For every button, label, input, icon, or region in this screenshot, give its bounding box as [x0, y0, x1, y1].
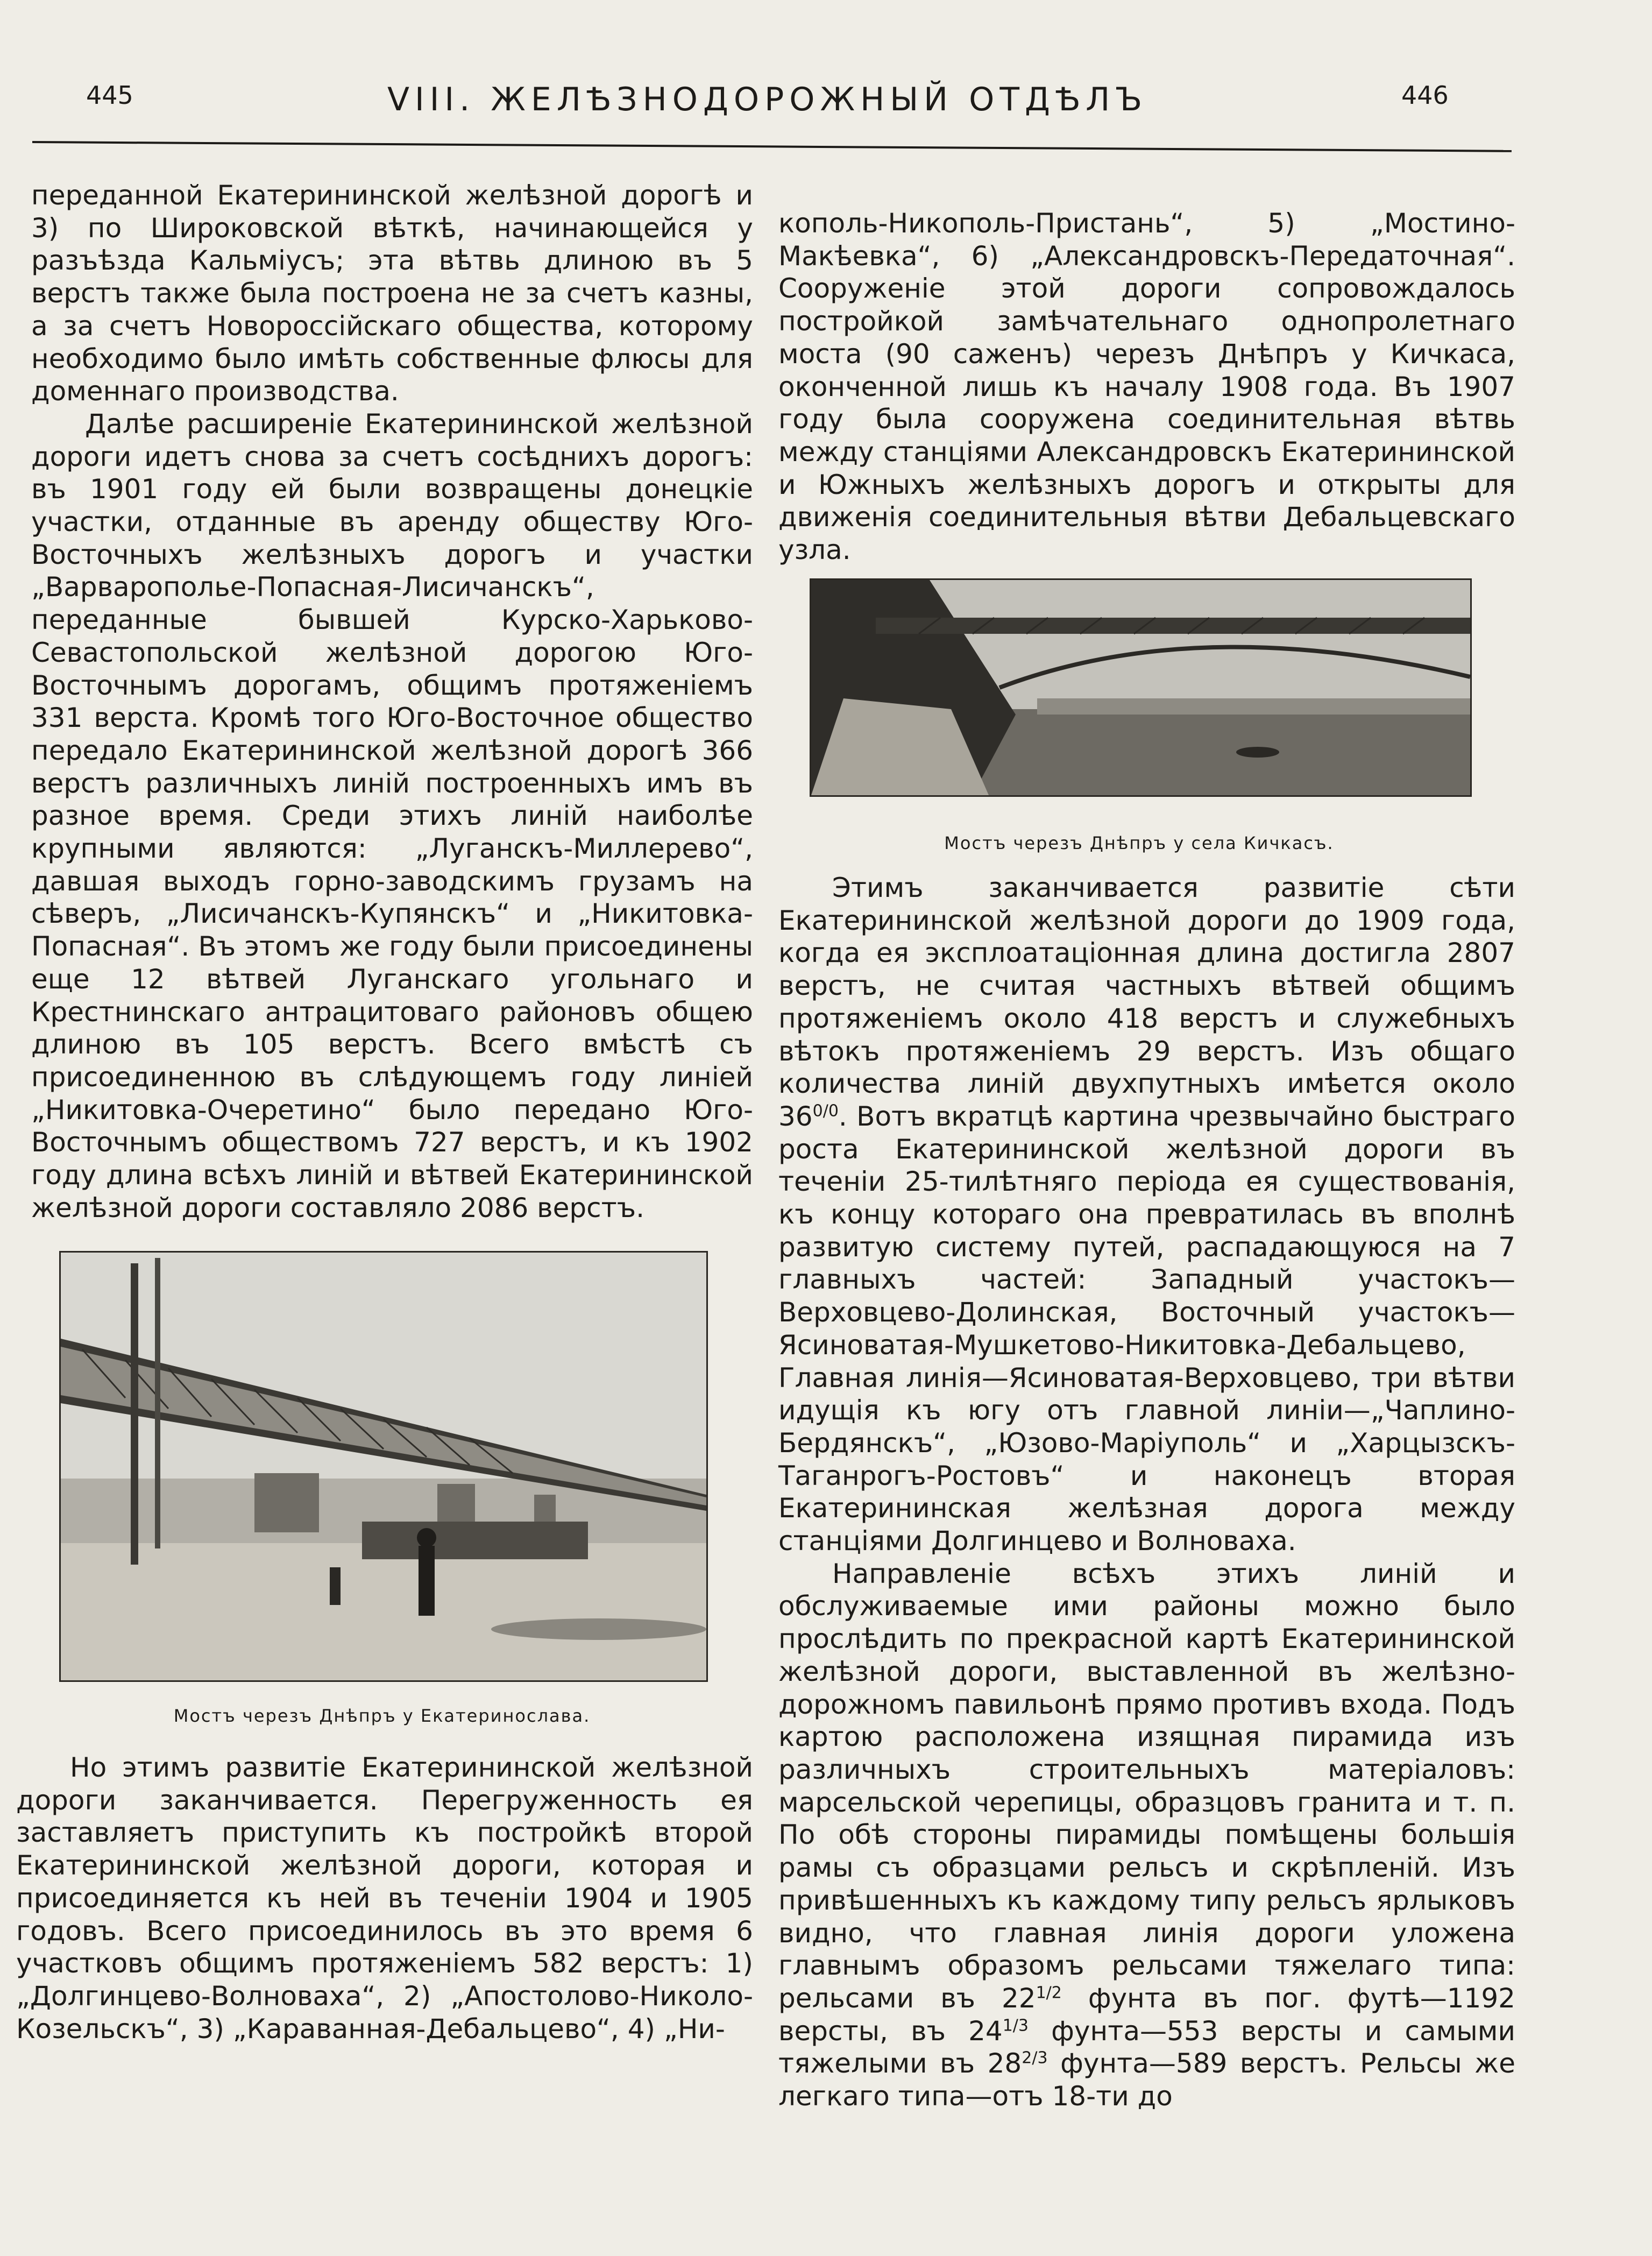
- paragraph: Но этимъ развитіе Екатерининской желѣзной дороги заканчивается. Перегруженность ея заставляетъ приступить къ постройкѣ второй Екатерининской желѣзной дороги, которая и присоединяется къ ней въ теченіи 1904 и 1905 годовъ. Всего присоединилось въ это время 6 участковъ общимъ протяженіемъ 582 верстъ: 1) „Долгинцево-Волноваха“, 2) „Апостолово-Николо-Козельскъ“, 3) „Караванная-Дебальцево“, 4) „Ни-: [16, 1752, 753, 2045]
- text-run: Этимъ заканчивается развитіе сѣти Екатерининской желѣзной дороги до 1909 года, когда ея эксплоатаціонная длина достигла 2807 верстъ, не считая частныхъ вѣтвей общимъ протяженіемъ около 418 верстъ и служебныхъ вѣтокъ протяженіемъ 29 верстъ. Изъ общаго количества линій двухпутныхъ имѣется около 36: [778, 872, 1515, 1132]
- fraction: 2/3: [1022, 2048, 1048, 2068]
- right-column-top: [778, 207, 1515, 567]
- paragraph: [778, 1558, 1515, 2113]
- text-run: фунта—553 версты и самыми тяжелыми въ 28: [778, 2015, 1515, 2080]
- paragraph: [778, 872, 1515, 1558]
- text-run: . Вотъ вкратцѣ картина чрезвычайно быстраго роста Екатерининской желѣзной дороги въ теченіи 25-тилѣтняго періода ея существованія, къ концу котораго она превратилась въ вполнѣ развитую систему путей, распадающуюся на 7 главныхъ частей: Западный участокъ—Верховцево-Долинская, Восточный участокъ—Ясиноватая-Мушкетово-Никитовка-Дебальцево, Главная линія—Ясиноватая-Верховцево, три вѣтви идущія къ югу отъ главной линіи—„Чаплино-Бердянскъ“, „Юзово-Маріуполь“ и „Харцызскъ-Таганрогъ-Ростовъ“ и наконецъ вторая Екатерининская желѣзная дорога между станціями Долгинцево и Волноваха.: [778, 1100, 1515, 1557]
- paragraph: Далѣе расширеніе Екатерининской желѣзной дороги идетъ снова за счетъ сосѣднихъ дорогъ: въ 1901 году ей были возвращены донецкіе участки, отданные въ аренду обществу Юго-Восточныхъ желѣзныхъ дорогъ и участки „Варварополье-Попасная-Лисичанскъ“, переданные бывшей Курско-Харьково-Севастопольской желѣзной дорогою Юго-Восточнымъ дорогамъ, общимъ протяженіемъ 331 верста. Кромѣ того Юго-Восточное общество передало Екатерининской желѣзной дорогѣ 366 верстъ различныхъ линій построенныхъ имъ въ разное время. Среди этихъ линій наиболѣе крупными являются: „Луганскъ-Миллерево“, давшая выходъ горно-заводскимъ грузамъ на сѣверъ, „Лисичанскъ-Купянскъ“ и „Никитовка-Попасная“. Въ этомъ же году были присоединены еще 12 вѣтвей Луганскаго угольнаго и Крестнинскаго антрацитоваго районовъ общею длиною въ 105 верстъ. Всего вмѣстѣ съ присоединенною въ слѣдующемъ году линіей „Никитовка-Очеретино“ было передано Юго-Восточнымъ обществомъ 727 верстъ, и къ 1902 году длина всѣхъ линій и вѣтвей Екатерининской желѣзной дороги составляло 2086 верстъ.: [31, 408, 753, 1224]
- fraction: 1/2: [1036, 1983, 1062, 2003]
- page-number-left: 445: [86, 81, 133, 110]
- right-column-bottom: [778, 872, 1515, 2113]
- header-rule: [32, 141, 1512, 152]
- text-run: фунта—589 верстъ. Рельсы же легкаго типа—отъ 18-ти до: [778, 2048, 1515, 2112]
- photo-bridge-ekaterinoslav: [59, 1251, 708, 1682]
- running-header: VIII. ЖЕЛѢЗНОДОРОЖНЫЙ ОТДѢЛЪ: [387, 81, 1148, 118]
- photo-bridge-kichkas: [810, 578, 1472, 797]
- paragraph: кополь-Никополь-Пристань“, 5) „Мостино-Макѣевка“, 6) „Александровскъ-Передаточная“. Сооруженіе этой дороги сопровождалось постройкой замѣчательнаго однопролетнаго моста (90 саженъ) черезъ Днѣпръ у Кичкаса, оконченной лишь къ началу 1908 года. Въ 1907 году была сооружена соединительная вѣтвь между станціями Александровскъ Екатерининской и Южныхъ желѣзныхъ дорогъ и открыты для движенія соединительныя вѣтви Дебальцевскаго узла.: [778, 208, 1515, 566]
- text-run: фунта въ пог. футѣ—1192 версты, въ 24: [778, 1982, 1515, 2047]
- left-column-top: [31, 179, 753, 1225]
- percent-sign: 0/0: [812, 1101, 839, 1121]
- fraction: 1/3: [1002, 2015, 1029, 2035]
- left-column-bottom: [16, 1751, 753, 2045]
- paragraph: переданной Екатерининской желѣзной дорогѣ и 3) по Широковской вѣткѣ, начинающейся у разъѣзда Кальміусъ; эта вѣтвь длиною въ 5 верстъ также была построена не за счетъ казны, а за счетъ Новороссійскаго общества, которому необходимо было имѣть собственные флюсы для доменнаго производства.: [31, 180, 753, 407]
- page-number-right: 446: [1401, 81, 1449, 110]
- text-run: Направленіе всѣхъ этихъ линій и обслуживаемые ими районы можно было прослѣдить по прекрасной картѣ Екатерининской желѣзной дороги, выставленной въ желѣзно-дорожномъ павильонѣ прямо противъ входа. Подъ картою расположена изящная пирамида изъ различныхъ строительныхъ матеріаловъ: марсельской черепицы, образцовъ гранита и т. п. По обѣ стороны пирамиды помѣщены большія рамы съ образцами рельсъ и скрѣпленій. Изъ привѣшенныхъ къ каждому типу рельсъ ярлыковъ видно, что главная линія дороги уложена главнымъ образомъ рельсами тяжелаго типа: рельсами въ 22: [778, 1558, 1515, 2014]
- photo-caption-ekaterinoslav: Мостъ черезъ Днѣпръ у Екатеринослава.: [173, 1706, 591, 1726]
- photo-caption-kichkas: Мостъ черезъ Днѣпръ у села Кичкасъ.: [944, 833, 1334, 853]
